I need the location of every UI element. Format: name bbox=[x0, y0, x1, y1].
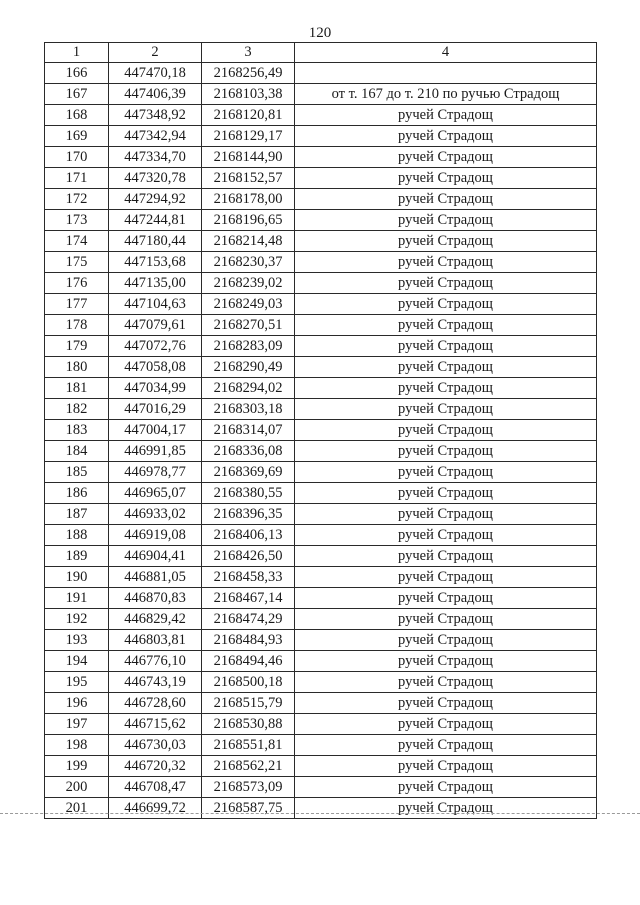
x-coordinate-cell: 446933,02 bbox=[109, 504, 202, 525]
y-coordinate-cell: 2168494,46 bbox=[202, 651, 295, 672]
point-number-cell: 176 bbox=[45, 273, 109, 294]
table-row bbox=[45, 483, 597, 504]
point-number-cell: 184 bbox=[45, 441, 109, 462]
table-row bbox=[45, 567, 597, 588]
point-number-cell: 169 bbox=[45, 126, 109, 147]
table-row bbox=[45, 651, 597, 672]
description-cell: ручей Страдощ bbox=[295, 777, 597, 798]
table-row bbox=[45, 672, 597, 693]
point-number-cell: 171 bbox=[45, 168, 109, 189]
table-header bbox=[45, 43, 597, 63]
y-coordinate-cell: 2168129,17 bbox=[202, 126, 295, 147]
point-number-cell: 197 bbox=[45, 714, 109, 735]
description-cell: ручей Страдощ bbox=[295, 399, 597, 420]
y-coordinate-cell: 2168380,55 bbox=[202, 483, 295, 504]
table-row bbox=[45, 735, 597, 756]
point-number-cell: 173 bbox=[45, 210, 109, 231]
table-row bbox=[45, 693, 597, 714]
point-number-cell: 186 bbox=[45, 483, 109, 504]
point-number-cell: 196 bbox=[45, 693, 109, 714]
description-cell: ручей Страдощ bbox=[295, 651, 597, 672]
y-coordinate-cell: 2168120,81 bbox=[202, 105, 295, 126]
description-cell bbox=[295, 63, 597, 84]
y-coordinate-cell: 2168178,00 bbox=[202, 189, 295, 210]
description-cell: ручей Страдощ bbox=[295, 210, 597, 231]
x-coordinate-cell: 447104,63 bbox=[109, 294, 202, 315]
y-coordinate-cell: 2168515,79 bbox=[202, 693, 295, 714]
y-coordinate-cell: 2168467,14 bbox=[202, 588, 295, 609]
point-number-cell: 175 bbox=[45, 252, 109, 273]
table-row bbox=[45, 189, 597, 210]
table-row bbox=[45, 147, 597, 168]
y-coordinate-cell: 2168500,18 bbox=[202, 672, 295, 693]
y-coordinate-cell: 2168214,48 bbox=[202, 231, 295, 252]
x-coordinate-cell: 447348,92 bbox=[109, 105, 202, 126]
x-coordinate-cell: 447470,18 bbox=[109, 63, 202, 84]
y-coordinate-cell: 2168249,03 bbox=[202, 294, 295, 315]
table-row bbox=[45, 315, 597, 336]
x-coordinate-cell: 447180,44 bbox=[109, 231, 202, 252]
y-coordinate-cell: 2168458,33 bbox=[202, 567, 295, 588]
point-number-cell: 166 bbox=[45, 63, 109, 84]
table-row bbox=[45, 231, 597, 252]
description-cell: ручей Страдощ bbox=[295, 483, 597, 504]
description-cell: ручей Страдощ bbox=[295, 609, 597, 630]
description-cell: ручей Страдощ bbox=[295, 567, 597, 588]
x-coordinate-cell: 447016,29 bbox=[109, 399, 202, 420]
table-row bbox=[45, 357, 597, 378]
table-row bbox=[45, 798, 597, 819]
table-row bbox=[45, 126, 597, 147]
description-cell: ручей Страдощ bbox=[295, 441, 597, 462]
description-cell: ручей Страдощ bbox=[295, 420, 597, 441]
point-number-cell: 172 bbox=[45, 189, 109, 210]
point-number-cell: 201 bbox=[45, 798, 109, 819]
x-coordinate-cell: 447153,68 bbox=[109, 252, 202, 273]
x-coordinate-cell: 446919,08 bbox=[109, 525, 202, 546]
y-coordinate-cell: 2168270,51 bbox=[202, 315, 295, 336]
y-coordinate-cell: 2168474,29 bbox=[202, 609, 295, 630]
description-cell: ручей Страдощ bbox=[295, 672, 597, 693]
point-number-cell: 181 bbox=[45, 378, 109, 399]
table-row bbox=[45, 756, 597, 777]
y-coordinate-cell: 2168562,21 bbox=[202, 756, 295, 777]
x-coordinate-cell: 446965,07 bbox=[109, 483, 202, 504]
y-coordinate-cell: 2168256,49 bbox=[202, 63, 295, 84]
table-row bbox=[45, 441, 597, 462]
point-number-cell: 183 bbox=[45, 420, 109, 441]
x-coordinate-cell: 446730,03 bbox=[109, 735, 202, 756]
x-coordinate-cell: 447320,78 bbox=[109, 168, 202, 189]
point-number-cell: 178 bbox=[45, 315, 109, 336]
y-coordinate-cell: 2168530,88 bbox=[202, 714, 295, 735]
point-number-cell: 198 bbox=[45, 735, 109, 756]
column-header-description: 4 bbox=[295, 43, 597, 63]
point-number-cell: 195 bbox=[45, 672, 109, 693]
description-cell: ручей Страдощ bbox=[295, 336, 597, 357]
x-coordinate-cell: 446708,47 bbox=[109, 777, 202, 798]
point-number-cell: 187 bbox=[45, 504, 109, 525]
y-coordinate-cell: 2168103,38 bbox=[202, 84, 295, 105]
x-coordinate-cell: 447294,92 bbox=[109, 189, 202, 210]
table-row bbox=[45, 420, 597, 441]
point-number-cell: 188 bbox=[45, 525, 109, 546]
point-number-cell: 190 bbox=[45, 567, 109, 588]
y-coordinate-cell: 2168484,93 bbox=[202, 630, 295, 651]
y-coordinate-cell: 2168152,57 bbox=[202, 168, 295, 189]
x-coordinate-cell: 446991,85 bbox=[109, 441, 202, 462]
table-row bbox=[45, 294, 597, 315]
point-number-cell: 193 bbox=[45, 630, 109, 651]
column-header-x-coordinate: 2 bbox=[109, 43, 202, 63]
point-number-cell: 179 bbox=[45, 336, 109, 357]
description-cell: ручей Страдощ bbox=[295, 378, 597, 399]
description-cell: ручей Страдощ bbox=[295, 546, 597, 567]
description-cell: ручей Страдощ bbox=[295, 756, 597, 777]
x-coordinate-cell: 446776,10 bbox=[109, 651, 202, 672]
description-cell: ручей Страдощ bbox=[295, 525, 597, 546]
point-number-cell: 174 bbox=[45, 231, 109, 252]
table-row bbox=[45, 336, 597, 357]
y-coordinate-cell: 2168294,02 bbox=[202, 378, 295, 399]
description-cell: ручей Страдощ bbox=[295, 714, 597, 735]
description-cell: ручей Страдощ bbox=[295, 105, 597, 126]
point-number-cell: 167 bbox=[45, 84, 109, 105]
table-row bbox=[45, 504, 597, 525]
y-coordinate-cell: 2168573,09 bbox=[202, 777, 295, 798]
description-cell: ручей Страдощ bbox=[295, 294, 597, 315]
description-cell: ручей Страдощ bbox=[295, 462, 597, 483]
table-row bbox=[45, 399, 597, 420]
coordinates-table bbox=[44, 42, 597, 819]
column-header-y-coordinate: 3 bbox=[202, 43, 295, 63]
description-cell: ручей Страдощ bbox=[295, 126, 597, 147]
x-coordinate-cell: 447034,99 bbox=[109, 378, 202, 399]
y-coordinate-cell: 2168406,13 bbox=[202, 525, 295, 546]
description-cell: ручей Страдощ bbox=[295, 693, 597, 714]
description-cell: ручей Страдощ bbox=[295, 231, 597, 252]
x-coordinate-cell: 447244,81 bbox=[109, 210, 202, 231]
x-coordinate-cell: 446904,41 bbox=[109, 546, 202, 567]
x-coordinate-cell: 446699,72 bbox=[109, 798, 202, 819]
point-number-cell: 177 bbox=[45, 294, 109, 315]
column-header-point-number: 1 bbox=[45, 43, 109, 63]
table-row bbox=[45, 105, 597, 126]
table-row bbox=[45, 462, 597, 483]
y-coordinate-cell: 2168369,69 bbox=[202, 462, 295, 483]
x-coordinate-cell: 446829,42 bbox=[109, 609, 202, 630]
scan-artifact-line bbox=[0, 813, 640, 814]
point-number-cell: 192 bbox=[45, 609, 109, 630]
y-coordinate-cell: 2168196,65 bbox=[202, 210, 295, 231]
description-cell: ручей Страдощ bbox=[295, 189, 597, 210]
description-cell: ручей Страдощ bbox=[295, 735, 597, 756]
table-row bbox=[45, 609, 597, 630]
description-cell: ручей Страдощ bbox=[295, 357, 597, 378]
y-coordinate-cell: 2168426,50 bbox=[202, 546, 295, 567]
header-row bbox=[45, 43, 597, 63]
x-coordinate-cell: 446743,19 bbox=[109, 672, 202, 693]
description-cell: ручей Страдощ bbox=[295, 798, 597, 819]
x-coordinate-cell: 447135,00 bbox=[109, 273, 202, 294]
x-coordinate-cell: 447406,39 bbox=[109, 84, 202, 105]
x-coordinate-cell: 447072,76 bbox=[109, 336, 202, 357]
point-number-cell: 191 bbox=[45, 588, 109, 609]
x-coordinate-cell: 446728,60 bbox=[109, 693, 202, 714]
point-number-cell: 185 bbox=[45, 462, 109, 483]
table-row bbox=[45, 714, 597, 735]
table-row bbox=[45, 84, 597, 105]
table-row bbox=[45, 588, 597, 609]
y-coordinate-cell: 2168303,18 bbox=[202, 399, 295, 420]
y-coordinate-cell: 2168230,37 bbox=[202, 252, 295, 273]
description-cell: ручей Страдощ bbox=[295, 315, 597, 336]
description-cell: ручей Страдощ bbox=[295, 504, 597, 525]
y-coordinate-cell: 2168336,08 bbox=[202, 441, 295, 462]
table-row bbox=[45, 252, 597, 273]
y-coordinate-cell: 2168396,35 bbox=[202, 504, 295, 525]
x-coordinate-cell: 447058,08 bbox=[109, 357, 202, 378]
table-row bbox=[45, 63, 597, 84]
x-coordinate-cell: 446715,62 bbox=[109, 714, 202, 735]
point-number-cell: 170 bbox=[45, 147, 109, 168]
x-coordinate-cell: 447004,17 bbox=[109, 420, 202, 441]
point-number-cell: 199 bbox=[45, 756, 109, 777]
description-cell: ручей Страдощ bbox=[295, 630, 597, 651]
description-cell: ручей Страдощ bbox=[295, 588, 597, 609]
table-body bbox=[45, 63, 597, 819]
x-coordinate-cell: 446870,83 bbox=[109, 588, 202, 609]
y-coordinate-cell: 2168314,07 bbox=[202, 420, 295, 441]
x-coordinate-cell: 446978,77 bbox=[109, 462, 202, 483]
y-coordinate-cell: 2168551,81 bbox=[202, 735, 295, 756]
table-row bbox=[45, 168, 597, 189]
x-coordinate-cell: 447342,94 bbox=[109, 126, 202, 147]
table-row bbox=[45, 546, 597, 567]
page-number: 120 bbox=[308, 25, 332, 41]
y-coordinate-cell: 2168144,90 bbox=[202, 147, 295, 168]
point-number-cell: 182 bbox=[45, 399, 109, 420]
x-coordinate-cell: 447334,70 bbox=[109, 147, 202, 168]
table-row bbox=[45, 777, 597, 798]
point-number-cell: 189 bbox=[45, 546, 109, 567]
table-row bbox=[45, 525, 597, 546]
y-coordinate-cell: 2168283,09 bbox=[202, 336, 295, 357]
y-coordinate-cell: 2168239,02 bbox=[202, 273, 295, 294]
x-coordinate-cell: 447079,61 bbox=[109, 315, 202, 336]
table-row bbox=[45, 630, 597, 651]
description-cell: ручей Страдощ bbox=[295, 273, 597, 294]
y-coordinate-cell: 2168587,75 bbox=[202, 798, 295, 819]
point-number-cell: 180 bbox=[45, 357, 109, 378]
point-number-cell: 200 bbox=[45, 777, 109, 798]
y-coordinate-cell: 2168290,49 bbox=[202, 357, 295, 378]
x-coordinate-cell: 446720,32 bbox=[109, 756, 202, 777]
description-cell: от т. 167 до т. 210 по ручью Страдощ bbox=[295, 84, 597, 105]
table-row bbox=[45, 210, 597, 231]
table-row bbox=[45, 378, 597, 399]
x-coordinate-cell: 446881,05 bbox=[109, 567, 202, 588]
table-row bbox=[45, 273, 597, 294]
description-cell: ручей Страдощ bbox=[295, 147, 597, 168]
description-cell: ручей Страдощ bbox=[295, 252, 597, 273]
description-cell: ручей Страдощ bbox=[295, 168, 597, 189]
point-number-cell: 168 bbox=[45, 105, 109, 126]
x-coordinate-cell: 446803,81 bbox=[109, 630, 202, 651]
point-number-cell: 194 bbox=[45, 651, 109, 672]
